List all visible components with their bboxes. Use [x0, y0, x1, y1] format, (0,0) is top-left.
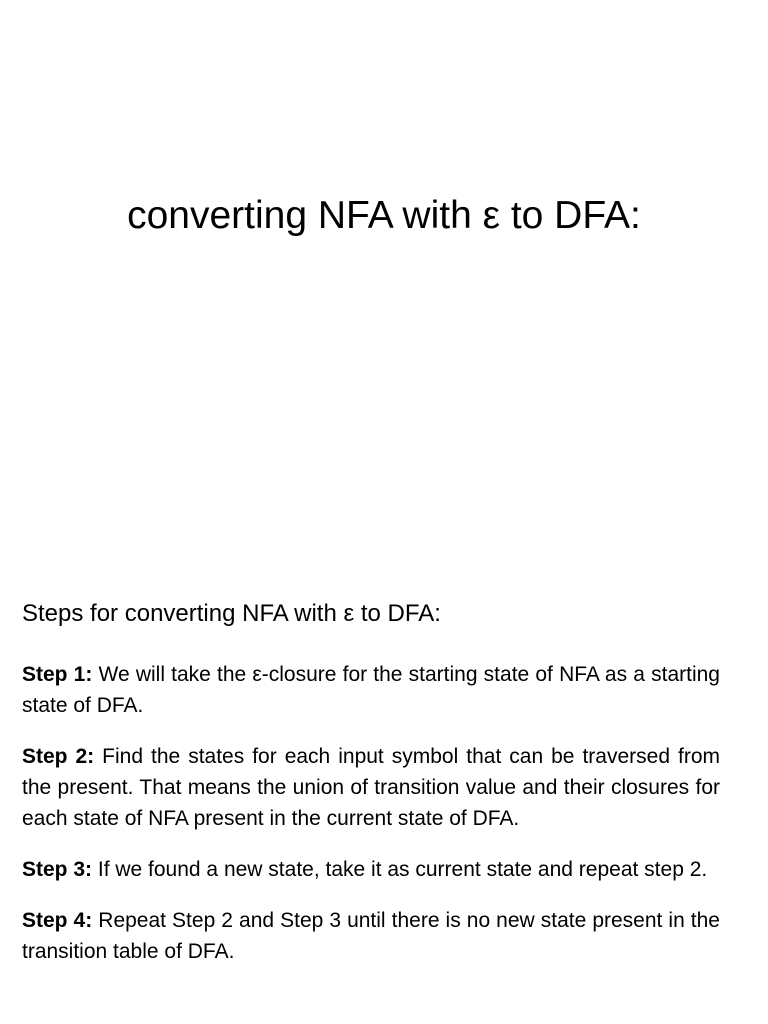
step-4-label: Step 4:: [22, 909, 93, 932]
step-2: [22, 741, 720, 834]
step-3-label: Step 3:: [22, 858, 93, 881]
content-section: [22, 596, 720, 987]
step-4: [22, 905, 720, 967]
steps-heading: Steps for converting NFA with ε to DFA:: [22, 600, 441, 627]
step-1-label: Step 1:: [22, 663, 93, 686]
step-3-text: If we found a new state, take it as current state and repeat step 2.: [97, 858, 708, 881]
step-4-text: Repeat Step 2 and Step 3 until there is no new state present in the transition table of DFA.: [22, 909, 720, 963]
slide-title: converting NFA with ε to DFA:: [127, 194, 641, 237]
step-2-label: Step 2:: [22, 745, 95, 768]
step-2-text: Find the states for each input symbol that can be traversed from the present. That means the union of transition value and their closures for each state of NFA present in the current state of DFA.: [22, 745, 720, 830]
step-1: [22, 659, 720, 721]
step-3: [22, 854, 720, 885]
step-1-text: We will take the ε-closure for the starting state of NFA as a starting state of DFA.: [22, 663, 720, 717]
